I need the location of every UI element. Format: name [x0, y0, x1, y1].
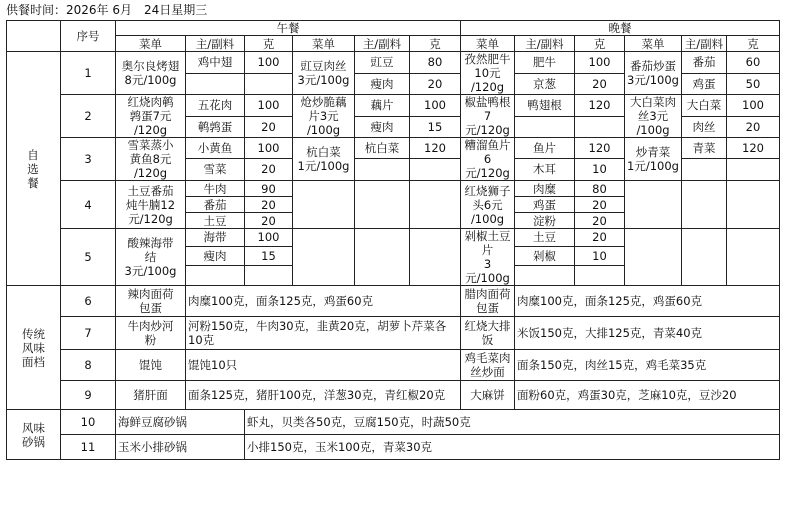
lunch-recipe: 面条125克，猪肝100克，洋葱30克，青红椒20克 — [186, 381, 461, 410]
header-ingredient: 主/副料 — [186, 36, 245, 52]
grams: 10 — [575, 158, 625, 180]
grams: 20 — [245, 213, 293, 229]
grams: 100 — [245, 52, 293, 74]
empty-grams — [727, 181, 780, 197]
grams: 15 — [245, 246, 293, 265]
grams: 60 — [727, 52, 780, 74]
grams: 15 — [410, 116, 461, 138]
grams — [245, 73, 293, 95]
ingredient: 土豆 — [186, 213, 245, 229]
seq-number: 3 — [61, 138, 116, 181]
grams: 100 — [245, 138, 293, 159]
grams — [727, 158, 780, 180]
ingredient: 木耳 — [515, 158, 575, 180]
noodle-row — [7, 317, 780, 350]
grams: 80 — [410, 52, 461, 74]
lunch-recipe: 河粉150克，牛肉30克，韭黄20克，胡萝卜芹菜各10克 — [186, 317, 461, 350]
header-seq: 序号 — [61, 21, 116, 52]
empty-grams — [727, 197, 780, 213]
header-ingredient: 主/副料 — [682, 36, 727, 52]
casserole-dish: 玉米小排砂锅 — [116, 435, 245, 460]
empty-grams — [410, 265, 461, 285]
noodle-row — [7, 286, 780, 317]
header-ingredient: 主/副料 — [355, 36, 410, 52]
dish-name: 椒盐鸭根 7元/120g — [461, 95, 515, 138]
ingredient: 大白菜 — [682, 95, 727, 117]
empty-ingredient — [355, 213, 410, 229]
empty-dish — [625, 229, 682, 286]
ingredient: 五花肉 — [186, 95, 245, 117]
lunch-dish: 牛肉炒河 粉 — [116, 317, 186, 350]
zixuan-row — [7, 181, 780, 197]
ingredient: 藕片 — [355, 95, 410, 117]
grams: 100 — [245, 95, 293, 117]
ingredient: 肉丝 — [682, 116, 727, 138]
casserole-recipe: 虾丸，贝类各50克，豆腐150克，时蔬50克 — [245, 410, 780, 435]
category-zixuan: 自 选 餐 — [7, 52, 61, 286]
empty-grams — [727, 213, 780, 229]
ingredient: 雪菜 — [186, 158, 245, 180]
dinner-recipe: 面条150克，肉丝15克，鸡毛菜35克 — [515, 350, 780, 381]
empty-ingredient — [682, 265, 727, 285]
grams: 90 — [245, 181, 293, 197]
dinner-dish: 红烧大排 饭 — [461, 317, 515, 350]
ingredient — [355, 158, 410, 180]
empty-grams — [727, 246, 780, 265]
seq-number: 7 — [61, 317, 116, 350]
grams — [245, 265, 293, 285]
ingredient: 肉糜 — [515, 181, 575, 197]
lunch-recipe: 肉糜100克，面条125克，鸡蛋60克 — [186, 286, 461, 317]
header-lunch: 午餐 — [116, 21, 461, 36]
ingredient — [186, 73, 245, 95]
ingredient: 剁椒 — [515, 246, 575, 265]
ingredient: 肥牛 — [515, 52, 575, 74]
ingredient: 京葱 — [515, 73, 575, 95]
header-dish: 菜单 — [116, 36, 186, 52]
grams — [575, 116, 625, 138]
ingredient: 番茄 — [186, 197, 245, 213]
ingredient — [515, 265, 575, 285]
noodle-row — [7, 350, 780, 381]
dinner-recipe: 米饭150克，大排125克，青菜40克 — [515, 317, 780, 350]
grams: 100 — [245, 229, 293, 247]
seq-number: 9 — [61, 381, 116, 410]
grams: 20 — [245, 116, 293, 138]
zixuan-row — [7, 52, 780, 74]
grams: 100 — [575, 52, 625, 74]
ingredient — [186, 265, 245, 285]
grams: 20 — [410, 73, 461, 95]
header-dish: 菜单 — [461, 36, 515, 52]
empty-ingredient — [355, 246, 410, 265]
dish-name: 糟溜鱼片 6元/120g — [461, 138, 515, 181]
header-grams: 克 — [245, 36, 293, 52]
grams: 100 — [410, 95, 461, 117]
page-title: 供餐时间：2026年 6月 24日星期三 — [6, 3, 208, 17]
ingredient: 瘦肉 — [355, 73, 410, 95]
dish-name: 杭白菜 1元/100g — [293, 138, 355, 181]
dinner-recipe: 肉糜100克，面条125克，鸡蛋60克 — [515, 286, 780, 317]
ingredient: 鹌鹑蛋 — [186, 116, 245, 138]
empty-grams — [410, 246, 461, 265]
header-grams: 克 — [410, 36, 461, 52]
casserole-row — [7, 435, 780, 460]
header-grams: 克 — [575, 36, 625, 52]
ingredient: 豇豆 — [355, 52, 410, 74]
casserole-recipe: 小排150克，玉米100克，青菜30克 — [245, 435, 780, 460]
header-ingredient: 主/副料 — [515, 36, 575, 52]
empty-dish — [625, 181, 682, 229]
empty-dish — [293, 229, 355, 286]
grams: 20 — [575, 73, 625, 95]
header-dinner: 晚餐 — [461, 21, 780, 36]
empty-grams — [410, 181, 461, 197]
dish-name: 炒青菜 1元/100g — [625, 138, 682, 181]
dish-name: 大白菜肉 丝3元 /100g — [625, 95, 682, 138]
empty-ingredient — [355, 181, 410, 197]
empty-ingredient — [355, 229, 410, 247]
seq-number: 8 — [61, 350, 116, 381]
dish-name: 红烧肉鹌 鹑蛋7元 /120g — [116, 95, 186, 138]
empty-ingredient — [355, 197, 410, 213]
grams: 20 — [727, 116, 780, 138]
dinner-dish: 腊肉面荷 包蛋 — [461, 286, 515, 317]
zixuan-row — [7, 95, 780, 117]
category-casserole: 风味 砂锅 — [7, 410, 61, 460]
ingredient: 牛肉 — [186, 181, 245, 197]
grams: 20 — [575, 229, 625, 247]
seq-number: 4 — [61, 181, 116, 229]
ingredient: 鸡蛋 — [682, 73, 727, 95]
empty-ingredient — [682, 213, 727, 229]
dish-name: 炝炒脆藕 片3元 /100g — [293, 95, 355, 138]
zixuan-row — [7, 229, 780, 247]
dish-name: 酸辣海带 结 3元/100g — [116, 229, 186, 286]
ingredient: 小黄鱼 — [186, 138, 245, 159]
menu-body — [7, 21, 780, 460]
ingredient — [515, 116, 575, 138]
ingredient — [682, 158, 727, 180]
dish-name: 孜然肥牛 10元 /120g — [461, 52, 515, 95]
grams: 20 — [575, 197, 625, 213]
seq-number: 1 — [61, 52, 116, 95]
dish-name: 雪菜蒸小 黄鱼8元 /120g — [116, 138, 186, 181]
dish-name: 豇豆肉丝 3元/100g — [293, 52, 355, 95]
lunch-dish: 猪肝面 — [116, 381, 186, 410]
grams: 10 — [575, 246, 625, 265]
seq-number: 5 — [61, 229, 116, 286]
empty-ingredient — [682, 246, 727, 265]
empty-grams — [410, 197, 461, 213]
ingredient: 淀粉 — [515, 213, 575, 229]
casserole-dish: 海鲜豆腐砂锅 — [116, 410, 245, 435]
dish-name: 土豆番茄 炖牛腩12 元/120g — [116, 181, 186, 229]
zixuan-row — [7, 138, 780, 159]
grams: 120 — [727, 138, 780, 159]
header-dish: 菜单 — [625, 36, 682, 52]
ingredient: 鸡蛋 — [515, 197, 575, 213]
empty-dish — [293, 181, 355, 229]
grams: 20 — [245, 158, 293, 180]
empty-ingredient — [355, 265, 410, 285]
ingredient: 土豆 — [515, 229, 575, 247]
ingredient: 青菜 — [682, 138, 727, 159]
grams: 80 — [575, 181, 625, 197]
ingredient: 番茄 — [682, 52, 727, 74]
dish-name: 番茄炒蛋 3元/100g — [625, 52, 682, 95]
seq-number: 6 — [61, 286, 116, 317]
header-row-meals — [7, 21, 780, 36]
seq-number: 2 — [61, 95, 116, 138]
header-grams: 克 — [727, 36, 780, 52]
noodle-row — [7, 381, 780, 410]
seq-number: 11 — [61, 435, 116, 460]
empty-grams — [410, 213, 461, 229]
ingredient: 瘦肉 — [355, 116, 410, 138]
ingredient: 杭白菜 — [355, 138, 410, 159]
lunch-recipe: 馄饨10只 — [186, 350, 461, 381]
grams — [410, 158, 461, 180]
ingredient: 鸡中翅 — [186, 52, 245, 74]
dinner-dish: 大麻饼 — [461, 381, 515, 410]
ingredient: 鸭翅根 — [515, 95, 575, 117]
ingredient: 海带 — [186, 229, 245, 247]
grams: 100 — [727, 95, 780, 117]
casserole-row — [7, 410, 780, 435]
dinner-recipe: 面粉60克，鸡蛋30克，芝麻10克，豆沙20 — [515, 381, 780, 410]
grams: 50 — [727, 73, 780, 95]
grams: 20 — [575, 213, 625, 229]
seq-number: 10 — [61, 410, 116, 435]
lunch-dish: 辣肉面荷 包蛋 — [116, 286, 186, 317]
grams: 120 — [410, 138, 461, 159]
dinner-dish: 鸡毛菜肉 丝炒面 — [461, 350, 515, 381]
header-dish: 菜单 — [293, 36, 355, 52]
ingredient: 瘦肉 — [186, 246, 245, 265]
lunch-dish: 馄饨 — [116, 350, 186, 381]
header-row-fields — [7, 36, 780, 52]
menu-table — [6, 20, 780, 460]
header-blank — [7, 21, 61, 52]
empty-grams — [727, 265, 780, 285]
category-noodle: 传统 风味 面档 — [7, 286, 61, 410]
empty-ingredient — [682, 181, 727, 197]
grams: 120 — [575, 95, 625, 117]
grams: 20 — [245, 197, 293, 213]
dish-name: 红烧狮子 头6元 /100g — [461, 181, 515, 229]
empty-ingredient — [682, 229, 727, 247]
dish-name: 剁椒土豆 片 3元/100g — [461, 229, 515, 286]
empty-grams — [410, 229, 461, 247]
empty-grams — [727, 229, 780, 247]
ingredient: 鱼片 — [515, 138, 575, 159]
grams — [575, 265, 625, 285]
empty-ingredient — [682, 197, 727, 213]
dish-name: 奥尔良烤翅 8元/100g — [116, 52, 186, 95]
grams: 120 — [575, 138, 625, 159]
